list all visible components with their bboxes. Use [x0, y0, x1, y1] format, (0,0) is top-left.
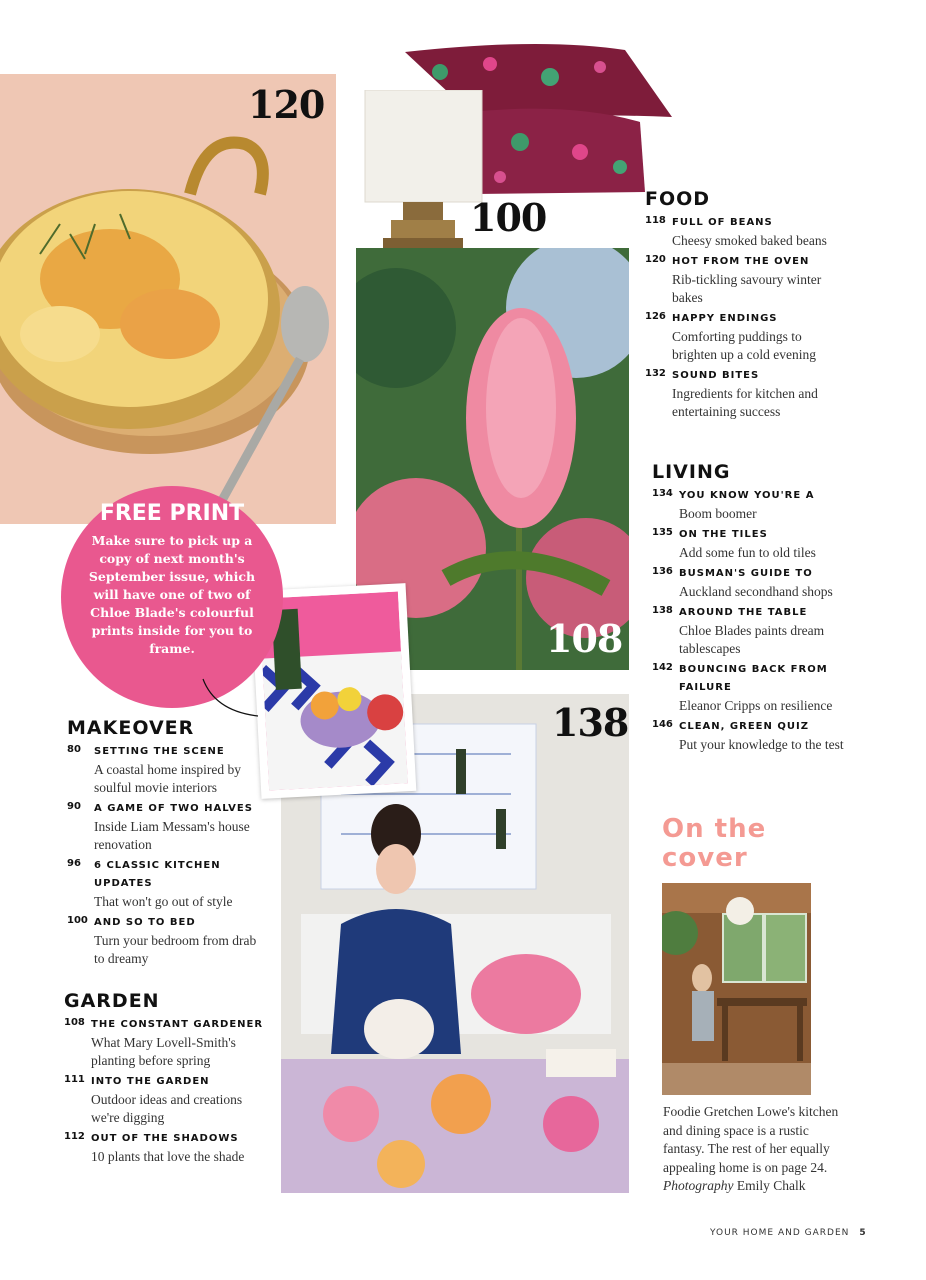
toc-entry[interactable] [645, 253, 845, 307]
entry-desc: Comforting puddings to brighten up a cold evening [672, 329, 816, 362]
entry-page: 136 [652, 566, 673, 577]
pie-photo [0, 74, 336, 524]
entry-page: 134 [652, 488, 673, 499]
lamp-page-number: 100 [470, 195, 547, 240]
cover-heading [662, 815, 766, 873]
entry-title: BUSMAN'S GUIDE TO [679, 568, 813, 579]
toc-entry[interactable] [652, 487, 852, 523]
entry-page: 132 [645, 368, 666, 379]
page-number: 5 [859, 1228, 867, 1238]
entry-desc: Auckland secondhand shops [679, 584, 833, 599]
pie-page-number: 120 [248, 82, 325, 127]
entry-desc: What Mary Lovell-Smith's planting before spring [91, 1035, 236, 1068]
entry-page: 100 [67, 915, 88, 926]
entry-page: 135 [652, 527, 673, 538]
entry-title: HOT FROM THE OVEN [672, 256, 810, 267]
cover-photo[interactable] [662, 883, 811, 1095]
entry-desc: Cheesy smoked baked beans [672, 233, 827, 248]
entry-title: THE CONSTANT GARDENER [91, 1019, 264, 1030]
portrait-page-number: 138 [552, 700, 629, 745]
entry-desc: Eleanor Cripps on resilience [679, 698, 833, 713]
entry-desc: Add some fun to old tiles [679, 545, 816, 560]
free-print-badge [61, 486, 283, 708]
toc-entry[interactable] [652, 604, 852, 658]
entry-desc: Outdoor ideas and creations we're digging [91, 1092, 243, 1125]
entry-title: YOU KNOW YOU'RE A [679, 490, 815, 501]
magazine-name: YOUR HOME AND GARDEN [710, 1228, 850, 1238]
entry-desc: Put your knowledge to the test [679, 737, 844, 752]
cover-caption-text: Foodie Gretchen Lowe's kitchen and dining space is a rustic fantasy. The rest of her equally appealing home is on page 24. [663, 1104, 839, 1175]
photo-credit-name: Emily Chalk [736, 1178, 806, 1193]
entry-desc: A coastal home inspired by soulful movie interiors [94, 762, 241, 795]
entry-page: 138 [652, 605, 673, 616]
photo-credit-label: Photography [663, 1178, 734, 1193]
entry-desc: Turn your bedroom from drab to dreamy [94, 933, 257, 966]
entry-title: OUT OF THE SHADOWS [91, 1133, 239, 1144]
entry-desc: Inside Liam Messam's house renovation [94, 819, 250, 852]
toc-entry[interactable] [67, 914, 267, 968]
cover-heading-line2: cover [662, 843, 748, 873]
toc-entry[interactable] [645, 367, 845, 421]
entry-title: INTO THE GARDEN [91, 1076, 210, 1087]
entry-title: ON THE TILES [679, 529, 768, 540]
free-print-title: FREE PRINT [99, 501, 245, 526]
section-heading-food: FOOD [645, 188, 711, 210]
section-heading-garden: GARDEN [64, 990, 160, 1012]
section-garden [64, 990, 264, 1169]
entry-page: 120 [645, 254, 666, 265]
entry-page: 118 [645, 215, 666, 226]
entry-desc: Rib-tickling savoury winter bakes [672, 272, 822, 305]
toc-entry[interactable] [652, 661, 852, 715]
toc-entry[interactable] [64, 1016, 264, 1070]
entry-desc: Ingredients for kitchen and entertaining success [672, 386, 818, 419]
section-living [652, 461, 852, 757]
toc-entry[interactable] [67, 743, 267, 797]
entry-title: FULL OF BEANS [672, 217, 773, 228]
cover-heading-line1: On the [662, 814, 767, 844]
toc-entry[interactable] [64, 1073, 264, 1127]
cover-caption [663, 1103, 848, 1196]
section-heading-living: LIVING [652, 461, 731, 483]
entry-title: SETTING THE SCENE [94, 746, 225, 757]
entry-page: 90 [67, 801, 81, 812]
entry-page: 111 [64, 1074, 85, 1085]
toc-entry[interactable] [67, 857, 267, 911]
toc-entry[interactable] [652, 565, 852, 601]
entry-title: A GAME OF TWO HALVES [94, 803, 253, 814]
entry-page: 126 [645, 311, 666, 322]
section-heading-makeover: MAKEOVER [67, 717, 195, 739]
entry-page: 142 [652, 662, 673, 673]
toc-entry[interactable] [652, 718, 852, 754]
free-print-body: Make sure to pick up a copy of next month's September issue, which will have one of two of Chloe Blade's colourful prints inside for you to frame. [88, 533, 256, 656]
entry-page: 146 [652, 719, 673, 730]
entry-page: 80 [67, 744, 81, 755]
toc-entry[interactable] [64, 1130, 264, 1166]
entry-title: 6 CLASSIC KITCHEN UPDATES [94, 860, 221, 889]
toc-entry[interactable] [652, 526, 852, 562]
entry-title: AROUND THE TABLE [679, 607, 808, 618]
entry-page: 112 [64, 1131, 85, 1142]
entry-title: HAPPY ENDINGS [672, 313, 778, 324]
entry-desc: Boom boomer [679, 506, 757, 521]
entry-title: BOUNCING BACK FROM FAILURE [679, 664, 828, 693]
section-food [645, 188, 845, 424]
entry-title: CLEAN, GREEN QUIZ [679, 721, 809, 732]
entry-desc: Chloe Blades paints dream tablescapes [679, 623, 825, 656]
entry-title: SOUND BITES [672, 370, 760, 381]
flower-page-number: 108 [546, 616, 623, 661]
toc-entry[interactable] [645, 214, 845, 250]
entry-title: AND SO TO BED [94, 917, 196, 928]
section-makeover [67, 717, 267, 971]
entry-desc: That won't go out of style [94, 894, 233, 909]
callout-line [200, 676, 260, 720]
entry-page: 96 [67, 858, 81, 869]
entry-page: 108 [64, 1017, 85, 1028]
toc-entry[interactable] [645, 310, 845, 364]
page-footer [710, 1228, 867, 1238]
entry-desc: 10 plants that love the shade [91, 1149, 245, 1164]
toc-entry[interactable] [67, 800, 267, 854]
